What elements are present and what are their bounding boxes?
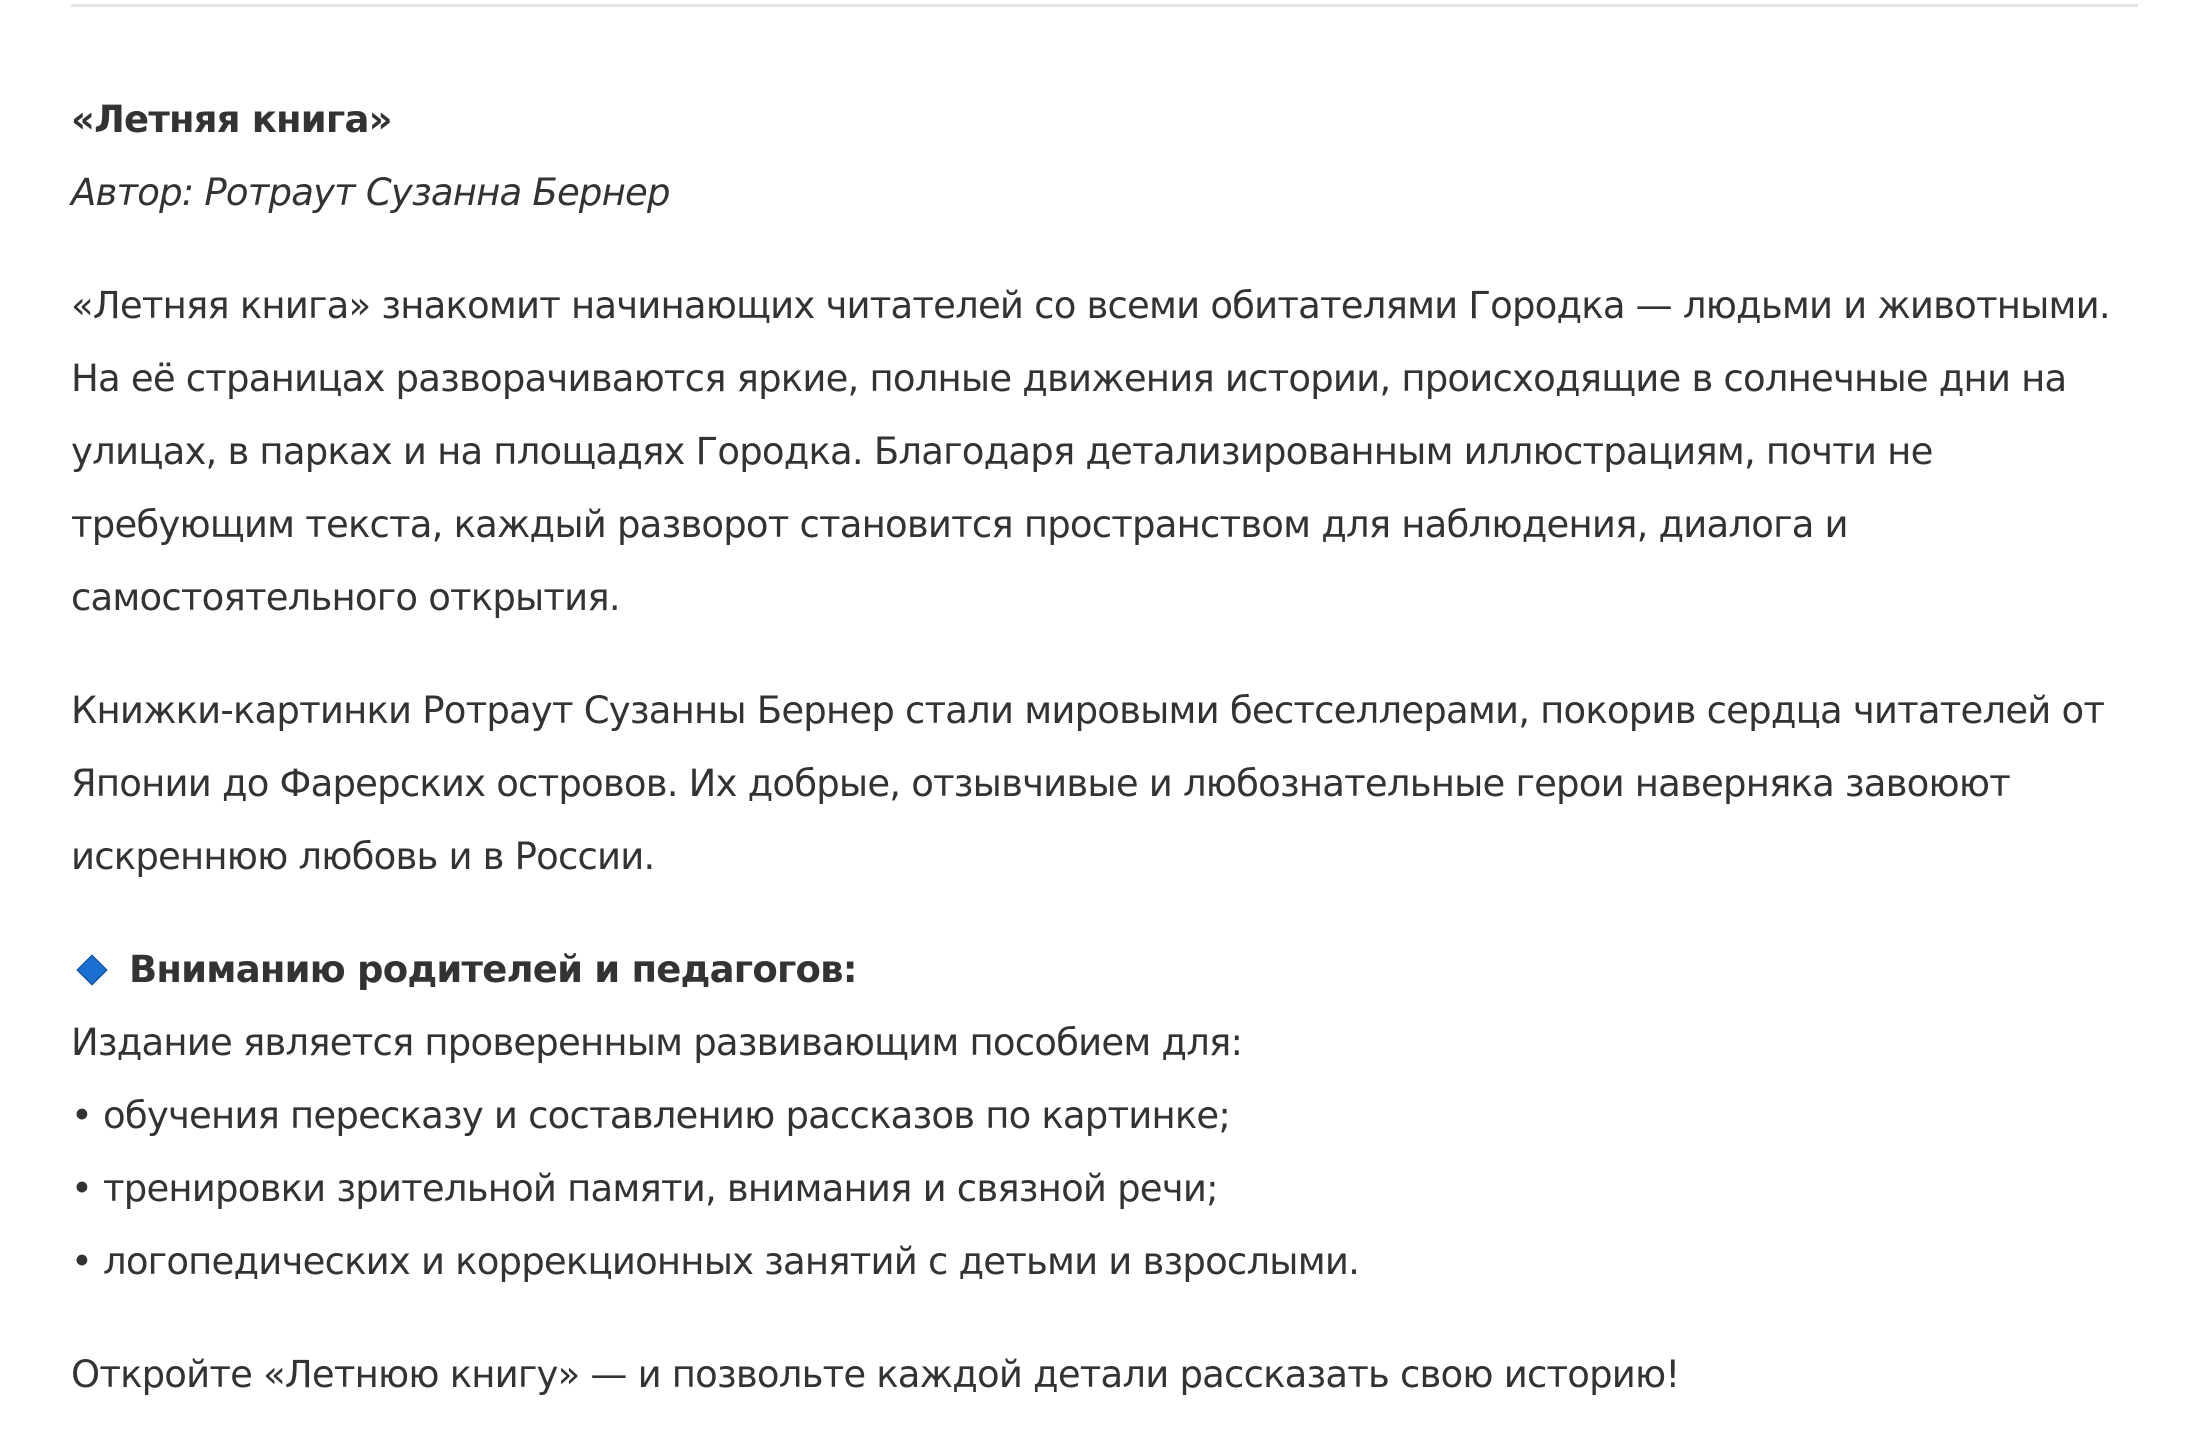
book-title: «Летняя книга»	[71, 98, 392, 141]
closing-line: Откройте «Летнюю книгу» — и позвольте каждой детали рассказать свою историю!	[71, 1353, 1680, 1396]
book-author: Автор: Ротраут Сузанна Бернер	[71, 171, 670, 214]
description-paragraph-2	[71, 674, 2171, 893]
notice-section	[71, 933, 2171, 1298]
top-divider	[71, 4, 2138, 7]
description-content	[71, 83, 2171, 1411]
notice-heading-text: Вниманию родителей и педагогов:	[129, 948, 857, 991]
blue-diamond-icon	[76, 954, 107, 985]
list-item: • тренировки зрительной памяти, внимания и связной речи;	[71, 1152, 2171, 1225]
paragraph-line: требующим текста, каждый разворот становится пространством для наблюдения, диалога и	[71, 503, 1848, 546]
paragraph-line: самостоятельного открытия.	[71, 576, 620, 619]
paragraph-line: искреннюю любовь и в России.	[71, 835, 655, 878]
paragraph-line: «Летняя книга» знакомит начинающих читателей со всеми обитателями Городка — людьми и животными.	[71, 284, 2110, 327]
benefits-list	[71, 1079, 2171, 1298]
description-paragraph-1	[71, 269, 2171, 634]
paragraph-line: улицах, в парках и на площадях Городка. Благодаря детализированным иллюстрациям, почти не	[71, 430, 1933, 473]
notice-intro: Издание является проверенным развивающим пособием для:	[71, 1021, 1243, 1064]
paragraph-line: На её страницах разворачиваются яркие, полные движения истории, происходящие в солнечные дни на	[71, 357, 2067, 400]
list-item: • логопедических и коррекционных занятий с детьми и взрослыми.	[71, 1225, 2171, 1298]
notice-heading	[71, 933, 2171, 1006]
list-item: • обучения пересказу и составлению рассказов по картинке;	[71, 1079, 2171, 1152]
paragraph-line: Японии до Фарерских островов. Их добрые, отзывчивые и любознательные герои наверняка завоюют	[71, 762, 2010, 805]
paragraph-line: Книжки-картинки Ротраут Сузанны Бернер стали мировыми бестселлерами, покорив сердца читателей от	[71, 689, 2105, 732]
